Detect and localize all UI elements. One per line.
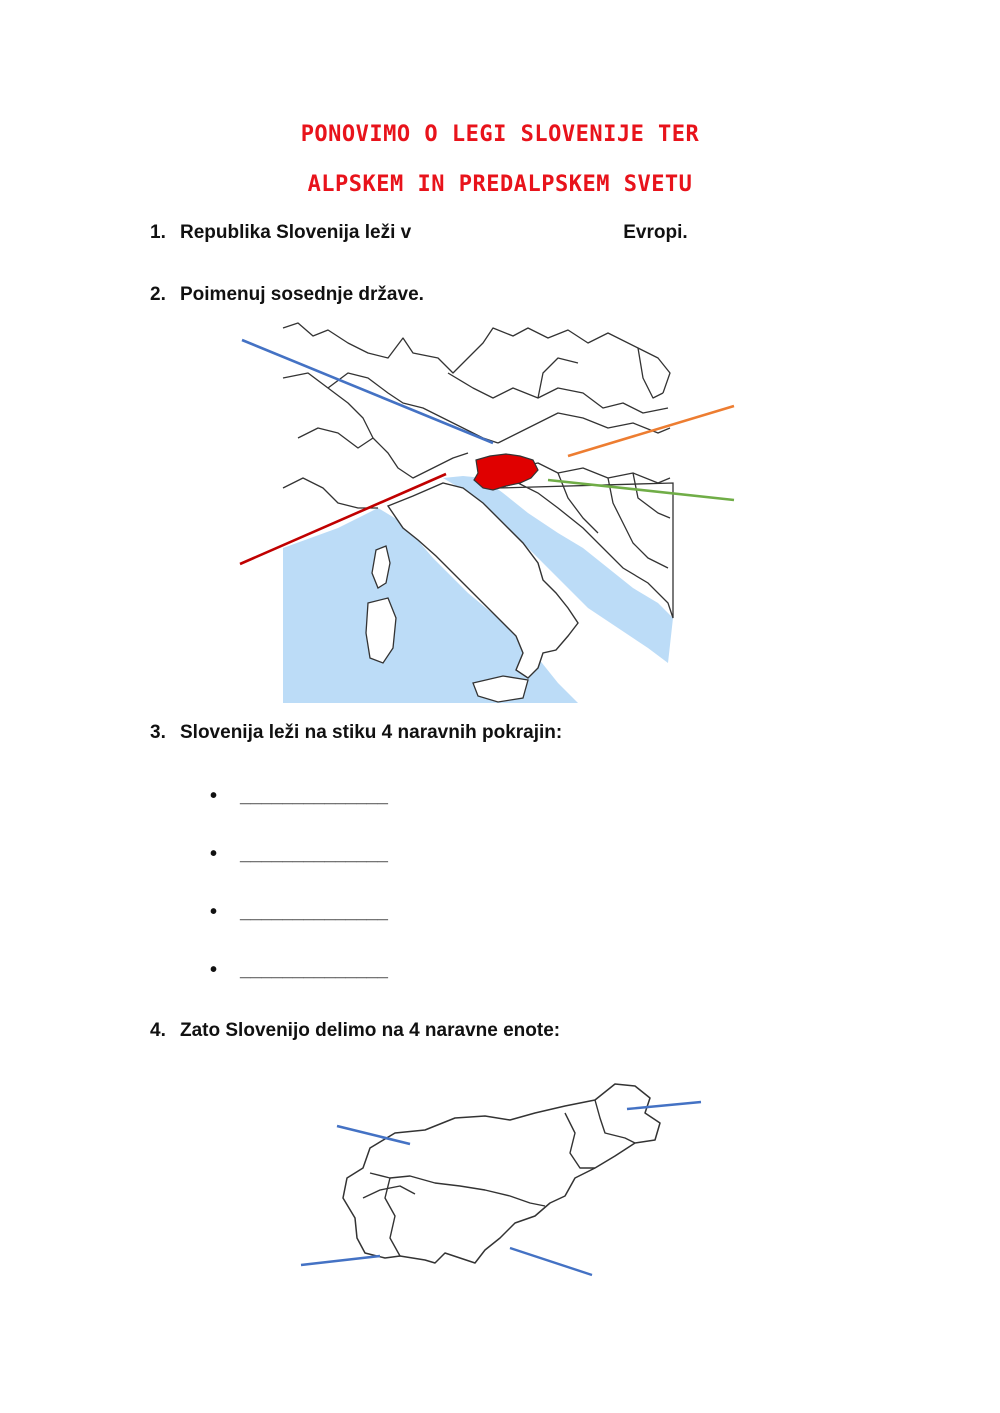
question-1-number: 1. bbox=[150, 222, 166, 243]
question-1-text-after: Evropi. bbox=[623, 222, 688, 243]
slovenia-shape bbox=[474, 454, 538, 490]
bullet-blank-line: ______________ bbox=[240, 902, 388, 923]
bullet-dot: • bbox=[210, 901, 218, 923]
bullet-dot: • bbox=[210, 959, 218, 981]
question-1-text-before: Republika Slovenija leži v bbox=[180, 222, 412, 243]
question-3-number: 3. bbox=[150, 722, 166, 743]
bullet-dot: • bbox=[210, 785, 218, 807]
question-1 bbox=[150, 222, 688, 244]
question-3-text: Slovenija leži na stiku 4 naravnih pokrajin: bbox=[180, 722, 563, 743]
slovenia-regions-map bbox=[295, 1078, 715, 1288]
bullet-blank-line: ______________ bbox=[240, 844, 388, 865]
bullet-blank-2[interactable] bbox=[210, 843, 388, 866]
region-line-3[interactable] bbox=[301, 1256, 380, 1265]
europe-map bbox=[238, 318, 738, 703]
title-line-2: ALPSKEM IN PREDALPSKEM SVETU bbox=[307, 172, 693, 197]
bullet-blank-1[interactable] bbox=[210, 785, 388, 808]
bullet-dot: • bbox=[210, 843, 218, 865]
bullet-blank-line: ______________ bbox=[240, 786, 388, 807]
bullet-blank-3[interactable] bbox=[210, 901, 388, 924]
bullet-blank-4[interactable] bbox=[210, 959, 388, 982]
title-line-1: PONOVIMO O LEGI SLOVENIJE TER bbox=[300, 122, 700, 147]
question-2-number: 2. bbox=[150, 284, 166, 305]
bullet-blank-line: ______________ bbox=[240, 960, 388, 981]
question-3 bbox=[150, 722, 562, 744]
question-4-number: 4. bbox=[150, 1020, 166, 1041]
question-4-text: Zato Slovenijo delimo na 4 naravne enote: bbox=[180, 1020, 561, 1041]
label-line-orange[interactable] bbox=[568, 406, 734, 456]
question-2 bbox=[150, 284, 424, 306]
region-line-4[interactable] bbox=[510, 1248, 592, 1275]
question-2-text: Poimenuj sosednje države. bbox=[180, 284, 424, 305]
question-4 bbox=[150, 1020, 560, 1042]
